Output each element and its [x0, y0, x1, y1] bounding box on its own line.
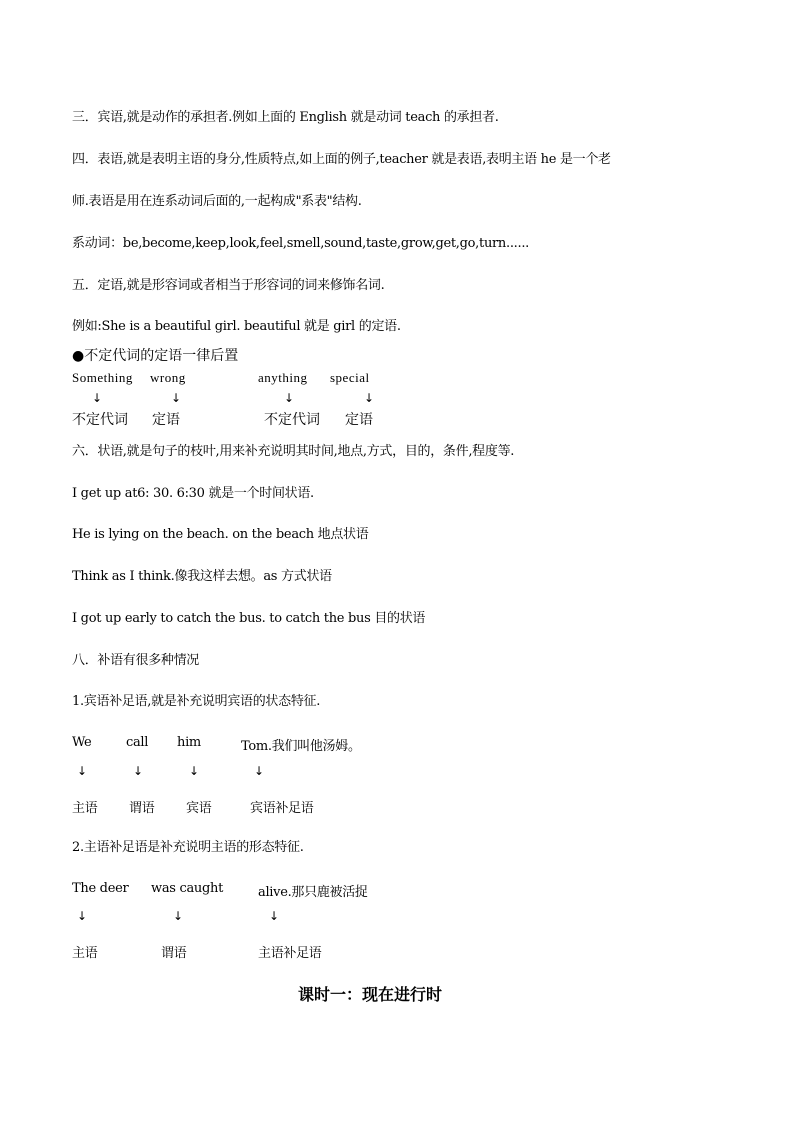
- down-arrow-icon: ↓: [173, 909, 184, 923]
- example-label-object-complement: 宾语补足语: [250, 801, 314, 816]
- example-word-was-caught: was caught: [151, 881, 224, 896]
- example-label-attribute: 定语: [345, 412, 373, 428]
- example-label-subject: 主语: [72, 801, 98, 816]
- example-word-call: call: [126, 735, 149, 750]
- line-purpose-adverbial: I got up early to catch the bus. to catch the bus 目的状语: [72, 611, 426, 626]
- example-word-wrong: wrong: [150, 370, 186, 385]
- line-object-complement: 1.宾语补足语,就是补充说明宾语的状态特征.: [72, 694, 321, 709]
- example-word-we: We: [72, 735, 92, 750]
- example-word-something: Something: [72, 370, 133, 385]
- down-arrow-icon: ↓: [77, 909, 88, 923]
- down-arrow-icon: ↓: [133, 764, 144, 778]
- line-linking-verbs: 系动词：be,become,keep,look,feel,smell,sound,taste,grow,get,go,turn......: [72, 236, 529, 251]
- line-attribute-definition: 五．定语,就是形容词或者相当于形容词的词来修饰名词.: [72, 278, 385, 293]
- example-word-him: him: [177, 735, 201, 750]
- line-predicative-definition: 四．表语,就是表明主语的身分,性质特点,如上面的例子,teacher 就是表语,表明主语 he 是一个老: [72, 152, 611, 167]
- example-word-alive: alive.那只鹿被活捉: [258, 885, 368, 900]
- example-label-indefinite-pronoun: 不定代词: [264, 412, 320, 428]
- line-adverbial-definition: 六．状语,就是句子的枝叶,用来补充说明其时间,地点,方式，目的，条件,程度等.: [72, 444, 515, 459]
- line-place-adverbial: He is lying on the beach. on the beach 地点状语: [72, 527, 369, 542]
- example-label-predicate: 谓语: [161, 946, 187, 961]
- down-arrow-icon: ↓: [92, 391, 103, 405]
- line-object-definition: 三．宾语,就是动作的承担者.例如上面的 English 就是动词 teach 的承担者.: [72, 110, 499, 125]
- example-word-tom: Tom.我们叫他汤姆。: [241, 739, 361, 754]
- line-complement-heading: 八．补语有很多种情况: [72, 653, 200, 668]
- line-manner-adverbial: Think as I think.像我这样去想。as 方式状语: [72, 569, 332, 584]
- example-label-indefinite-pronoun: 不定代词: [72, 412, 128, 428]
- example-label-subject: 主语: [72, 946, 98, 961]
- example-word-anything: anything: [258, 370, 308, 385]
- line-subject-complement: 2.主语补足语是补充说明主语的形态特征.: [72, 840, 304, 855]
- down-arrow-icon: ↓: [77, 764, 88, 778]
- section-title: 课时一：现在进行时: [298, 985, 443, 1004]
- down-arrow-icon: ↓: [171, 391, 182, 405]
- down-arrow-icon: ↓: [189, 764, 200, 778]
- line-indefinite-pronoun-rule: ●不定代词的定语一律后置: [72, 348, 239, 364]
- line-attribute-example: 例如:She is a beautiful girl. beautiful 就是 girl 的定语.: [72, 319, 401, 334]
- down-arrow-icon: ↓: [254, 764, 265, 778]
- down-arrow-icon: ↓: [284, 391, 295, 405]
- line-time-adverbial: I get up at6: 30. 6:30 就是一个时间状语.: [72, 486, 314, 501]
- example-label-subject-complement: 主语补足语: [258, 946, 322, 961]
- example-word-the-deer: The deer: [72, 881, 129, 896]
- down-arrow-icon: ↓: [269, 909, 280, 923]
- example-word-special: special: [330, 370, 370, 385]
- line-predicative-continued: 师.表语是用在连系动词后面的,一起构成"系表"结构.: [72, 194, 362, 209]
- down-arrow-icon: ↓: [364, 391, 375, 405]
- example-label-object: 宾语: [186, 801, 212, 816]
- example-label-attribute: 定语: [152, 412, 180, 428]
- example-label-predicate: 谓语: [129, 801, 155, 816]
